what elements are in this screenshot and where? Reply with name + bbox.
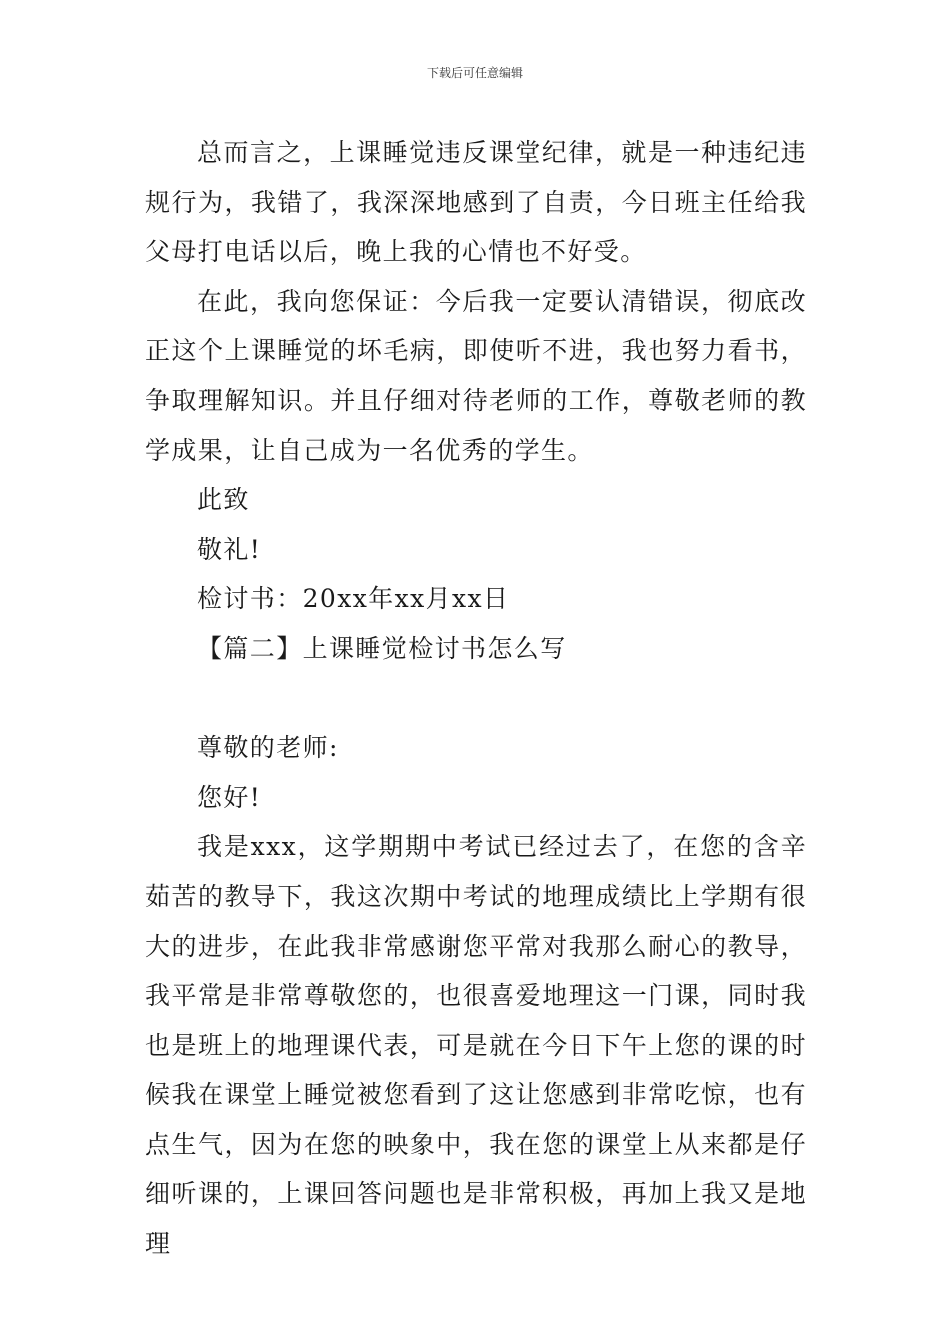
salutation: 尊敬的老师:: [197, 733, 339, 763]
paragraph-conclusion: 总而言之，上课睡觉违反课堂纪律，就是一种违纪违规行为，我错了，我深深地感到了自责，今日班主任给我父母打电话以后，晚上我的心情也不好受。: [145, 138, 807, 267]
closing-line: 此致: [197, 485, 250, 515]
signature-line: 检讨书：20xx年xx月xx日: [197, 584, 510, 614]
section-heading: 【篇二】上课睡觉检讨书怎么写: [197, 633, 567, 663]
document-body: [145, 128, 807, 1269]
greeting: 您好!: [197, 782, 262, 812]
blank-line: [145, 674, 807, 724]
closing-salute: 敬礼!: [197, 534, 262, 564]
paragraph-promise: 在此，我向您保证：今后我一定要认清错误，彻底改正这个上课睡觉的坏毛病，即使听不进，我也努力看书，争取理解知识。并且仔细对待老师的工作，尊敬老师的教学成果，让自己成为一名优秀的学生。: [145, 286, 807, 465]
header-note: 下载后可任意编辑: [426, 66, 523, 80]
paragraph-letter-body: 我是xxx，这学期期中考试已经过去了，在您的含辛茹苦的教导下，我这次期中考试的地理成绩比上学期有很大的进步，在此我非常感谢您平常对我那么耐心的教导，我平常是非常尊敬您的，也很喜爱地理这一门课，同时我也是班上的地理课代表，可是就在今日下午上您的课的时候我在课堂上睡觉被您看到了这让您感到非常吃惊，也有点生气，因为在您的映象中，我在您的课堂上从来都是仔细听课的，上课回答问题也是非常积极，再加上我又是地理: [145, 832, 807, 1259]
